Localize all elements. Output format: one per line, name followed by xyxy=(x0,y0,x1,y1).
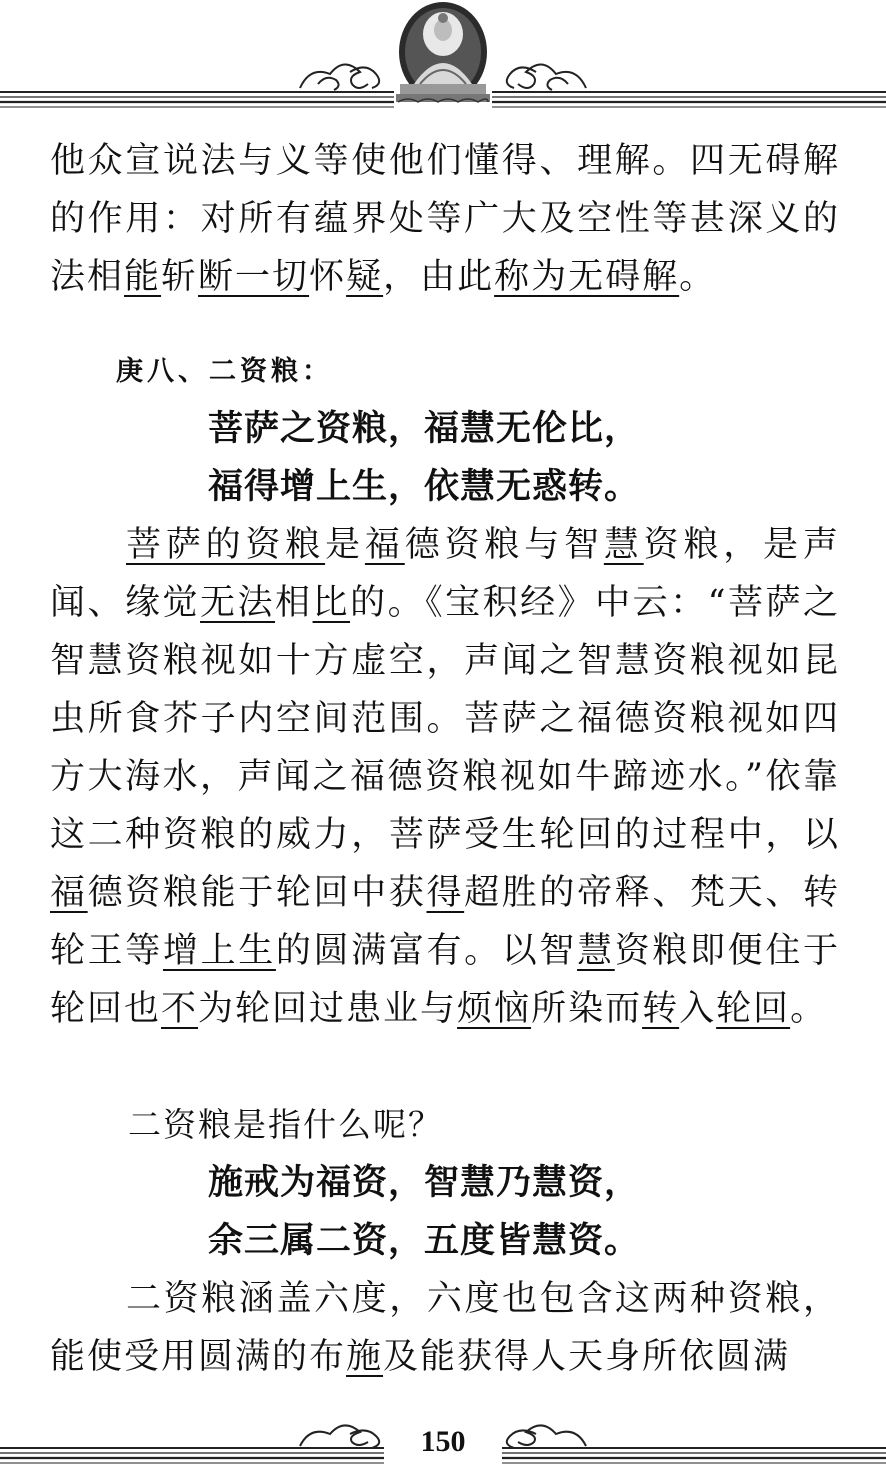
header-ornament xyxy=(0,0,886,120)
page-number: 150 xyxy=(420,1425,466,1458)
section-heading: 庚八、二资粮： xyxy=(116,356,333,387)
page-body xyxy=(50,132,840,1386)
buddha-emblem-icon xyxy=(394,2,492,112)
paragraph: 他众宣说法与义等使他们懂得、理解。四无碍解的作用：对所有蕴界处等广大及空性等甚深义的法相能斩断一切怀疑，由此称为无碍解。 xyxy=(50,141,840,297)
paragraph: 菩萨的资粮是福德资粮与智慧资粮，是声闻、缘觉无法相比的。《宝积经》中云：“菩萨之智慧资粮视如十方虚空，声闻之智慧资粮视如昆虫所食芥子内空间范围。菩萨之福德资粮视如四方大海水，声闻之福德资粮视如牛蹄迹水。”依靠这二种资粮的威力，菩萨受生轮回的过程中，以福德资粮能于轮回中获得超胜的帝释、梵天、转轮王等增上生的圆满富有。以智慧资粮即便住于轮回也不为轮回过患业与烦恼所染而转入轮回。 xyxy=(50,525,840,1029)
verse-line: 施戒为福资，智慧乃慧资， xyxy=(208,1163,641,1203)
question-line: 二资粮是指什么呢？ xyxy=(128,1105,443,1144)
cloud-scroll-icon xyxy=(300,64,379,90)
verse-line: 菩萨之资粮，福慧无伦比， xyxy=(208,409,641,449)
verse-line: 余三属二资，五度皆慧资。 xyxy=(208,1221,641,1261)
cloud-scroll-icon xyxy=(507,64,586,90)
paragraph: 二资粮涵盖六度，六度也包含这两种资粮，能使受用圆满的布施及能获得人天身所依圆满 xyxy=(50,1279,840,1377)
verse-line: 福得增上生，依慧无惑转。 xyxy=(208,467,641,507)
